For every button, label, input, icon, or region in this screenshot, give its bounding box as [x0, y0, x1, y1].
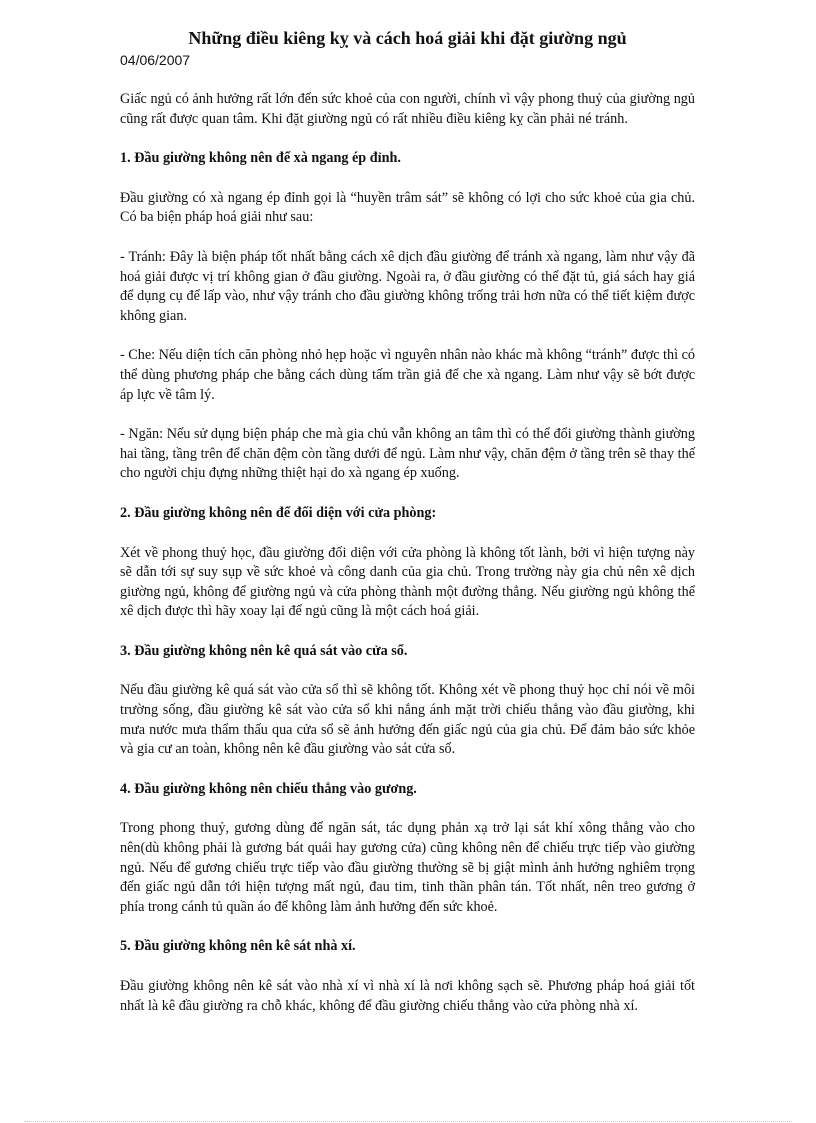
section-5-heading: 5. Đầu giường không nên kê sát nhà xí.: [120, 938, 356, 955]
section-1-paragraph-1: Đầu giường có xà ngang ép đỉnh gọi là “huyền trâm sát” sẽ không có lợi cho sức khoẻ của gia chủ. Có ba biện pháp hoá giải như sau:: [120, 189, 695, 226]
intro-paragraph: Giấc ngủ có ảnh hưởng rất lớn đến sức khoẻ của con người, chính vì vậy phong thuỷ của giường ngủ cũng rất được quan tâm. Khi đặt giường ngủ có rất nhiều điều kiêng kỵ cần phải né tránh.: [120, 91, 695, 127]
section-3-heading: 3. Đầu giường không nên kê quá sát vào cửa sổ.: [120, 642, 408, 659]
section-5-paragraph-1: Đầu giường không nên kê sát vào nhà xí vì nhà xí là nơi không sạch sẽ. Phương pháp hoá giải tốt nhất là kê đầu giường ra chỗ khác, không để đầu giường chiếu thẳng vào cửa phòng nhà xí.: [120, 978, 695, 1014]
section-2-paragraph-1: Xét về phong thuỷ học, đầu giường đối diện với cửa phòng là không tốt lành, bởi vì hiện tượng này sẽ dẫn tới sự suy sụp về sức khoẻ và công danh của gia chủ. Trong trường này gia chủ nên xê dịch giường ngủ, không để giường ngủ và cửa phòng thành một đường thẳng. Nếu giường ngủ không thể xê dịch được thì hãy xoay lại để ngủ cũng là một cách hoá giải.: [120, 544, 695, 620]
section-4-paragraph-1: Trong phong thuỷ, gương dùng để ngăn sát, tác dụng phản xạ trở lại sát khí xông thẳng vào cho nên(dù không phải là gương bát quái hay gương cửa) cũng không nên để chiếu trực tiếp vào giường ngủ. Nếu để gương chiếu trực tiếp vào đầu giường thường sẽ bị giật mình ảnh hưởng nghiêm trọng đến giấc ngủ dẫn tới hiện tượng mất ngủ, đau tim, tinh thần phân tán. Tốt nhất, nên treo gương ở phía trong cánh tủ quần áo để không làm ảnh hưởng đến sức khoẻ.: [120, 820, 695, 915]
document-date: 04/06/2007: [120, 52, 191, 68]
document-body: [120, 90, 695, 1016]
section-3-paragraph-1: Nếu đầu giường kê quá sát vào cửa sổ thì sẽ không tốt. Không xét về phong thuỷ học chỉ nói về môi trường sống, đầu giường kê sát vào cửa sổ khi nắng ánh mặt trời chiếu thẳng vào đầu giường, khi mưa nước mưa thẩm thấu qua cửa sổ sẽ ảnh hưởng đến giấc ngủ của gia chủ. Để đảm bảo sức khỏe và gia cư an toàn, không nên kê đầu giường vào sát cửa sổ.: [120, 682, 695, 758]
page-bottom-divider: [24, 1121, 792, 1122]
section-1-heading: 1. Đầu giường không nên để xà ngang ép đỉnh.: [120, 150, 401, 167]
document-title: Những điều kiêng kỵ và cách hoá giải khi đặt giường ngủ: [188, 28, 627, 48]
section-1-paragraph-4: - Ngăn: Nếu sử dụng biện pháp che mà gia chủ vẫn không an tâm thì có thể đổi giường thành giường hai tầng, tầng trên để chăn đệm còn tầng dưới để ngủ. Làm như vậy, chăn đệm ở tầng trên sẽ thay thế cho người chịu đựng những thiệt hại do xà ngang ép xuống.: [120, 426, 695, 482]
section-4-heading: 4. Đầu giường không nên chiếu thẳng vào gương.: [120, 780, 417, 797]
section-1-paragraph-3: - Che: Nếu diện tích căn phòng nhỏ hẹp hoặc vì nguyên nhân nào khác mà không “tránh” được thì có thể dùng phương pháp che bằng cách dùng tấm trần giả để che xà ngang. Làm như vậy sẽ bớt được áp lực về tâm lý.: [120, 347, 695, 403]
section-1-paragraph-2: - Tránh: Đây là biện pháp tốt nhất bằng cách xê dịch đầu giường để tránh xà ngang, làm như vậy đã hoá giải được vị trí không gian ở đầu giường. Ngoài ra, ở đầu giường có thể đặt tủ, giá sách hay giá để dụng cụ để lấp vào, như vậy tránh cho đầu giường không trống trải hơn nữa có thể tiết kiệm được không gian.: [120, 248, 695, 324]
section-2-heading: 2. Đầu giường không nên để đối diện với cửa phòng:: [120, 504, 437, 521]
